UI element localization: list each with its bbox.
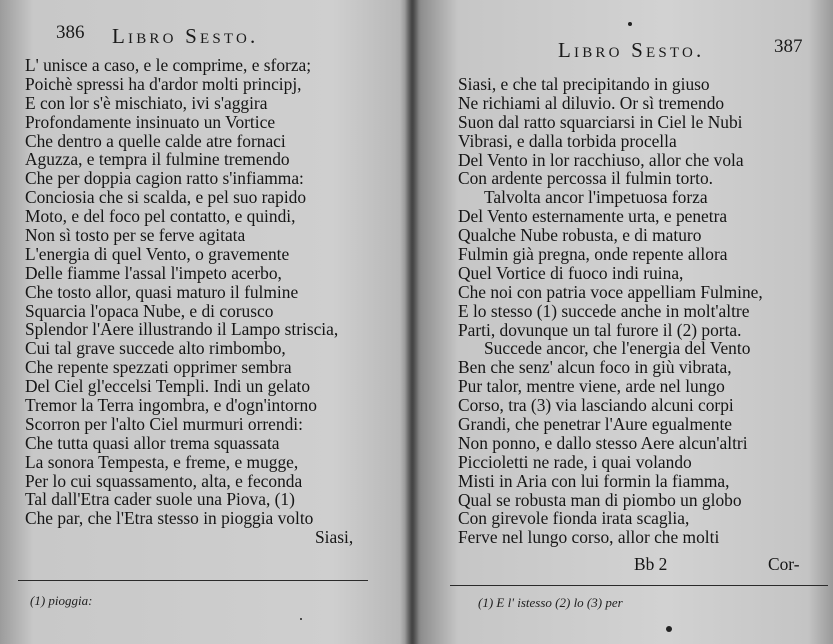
left-running-head: Libro Sesto. xyxy=(112,24,259,48)
text-line: Che dentro a quelle calde atre fornaci xyxy=(25,130,286,151)
text-line: L'energia di quel Vento, o gravemente xyxy=(25,243,290,264)
right-page xyxy=(418,0,833,644)
signature-mark: Bb 2 xyxy=(634,554,668,574)
text-line: Che par, che l'Etra stesso in pioggia volto xyxy=(25,508,314,529)
text-line: Succede ancor, che l'energia del Vento xyxy=(484,338,751,359)
text-line: Che repente spezzati opprimer sembra xyxy=(25,357,292,378)
text-line: Cui tal grave succede alto rimbombo, xyxy=(25,338,286,359)
left-page-number: 386 xyxy=(56,22,85,43)
text-line: La sonora Tempesta, e freme, e mugge, xyxy=(25,451,299,472)
text-line: Qualche Nube robusta, e di maturo xyxy=(458,225,702,246)
right-text-block xyxy=(458,75,763,547)
text-line: Talvolta ancor l'impetuosa forza xyxy=(484,187,708,208)
text-line: Non ponno, e dallo stesso Aere alcun'altri xyxy=(458,432,748,453)
text-line: Che tutta quasi allor trema squassata xyxy=(25,432,280,453)
text-line: Misti in Aria con lui formin la fiamma, xyxy=(458,470,730,491)
text-line: Che per doppia cagion ratto s'infiamma: xyxy=(25,168,304,189)
text-line: Con girevole fionda irata scaglia, xyxy=(458,508,690,529)
text-line: Fulmin già pregna, onde repente allora xyxy=(458,244,728,265)
left-footnote-rule xyxy=(18,580,368,581)
text-line: Ben che senz' alcun foco in giù vibrata, xyxy=(458,357,732,378)
text-line: Tremor la Terra ingombra, e d'ogn'intorno xyxy=(25,395,317,416)
text-line: Poichè spressi ha d'ardor molti principj, xyxy=(25,73,302,94)
right-footnote-rule xyxy=(450,585,828,586)
left-text-block xyxy=(25,56,353,547)
text-line: Profondamente insinuato un Vortice xyxy=(25,111,276,132)
text-line: Quel Vortice di fuoco indi ruina, xyxy=(458,262,684,283)
right-running-head: Libro Sesto. xyxy=(558,38,705,62)
text-line: Grandi, che penetrar l'Aure egualmente xyxy=(458,414,733,435)
text-line: Tal dall'Etra cader suole una Piova, (1) xyxy=(25,489,295,510)
text-line: Non sì tosto per se ferve agitata xyxy=(25,225,246,246)
text-line: Corso, tra (3) via lasciando alcuni corpi xyxy=(458,395,734,416)
text-line: Ne richiami al diluvio. Or sì tremendo xyxy=(458,92,725,113)
text-line: Scorron per l'alto Ciel murmuri orrendi: xyxy=(25,413,303,434)
text-line: Qual se robusta man di piombo un globo xyxy=(458,489,742,510)
text-line: Aguzza, e tempra il fulmine tremendo xyxy=(25,149,290,170)
text-line: Splendor l'Aere illustrando il Lampo striscia, xyxy=(25,319,339,340)
left-footnote: (1) pioggia: xyxy=(30,593,93,608)
text-line: Piccioletti ne rade, i quai volando xyxy=(458,451,692,472)
text-line: Suon dal ratto squarciarsi in Ciel le Nubi xyxy=(458,111,743,132)
right-page-number: 387 xyxy=(774,36,803,57)
text-line: Per lo cui squassamento, alta, e feconda xyxy=(25,470,303,491)
book-gutter xyxy=(405,0,419,644)
right-footnote: (1) E l' istesso (2) lo (3) per xyxy=(478,595,623,610)
text-line: Del Vento esternamente urta, e penetra xyxy=(458,206,728,227)
text-line: Del Vento in lor racchiuso, allor che vola xyxy=(458,149,744,170)
text-line: E con lor s'è mischiato, ivi s'aggira xyxy=(25,92,268,113)
text-line: Che noi con patria voce appelliam Fulmine, xyxy=(458,281,763,302)
text-line: Parti, dovunque un tal furore il (2) porta. xyxy=(458,319,742,340)
catchword: Cor- xyxy=(768,554,800,574)
text-line: Siasi, xyxy=(315,527,354,548)
text-line: Ferve nel lungo corso, allor che molti xyxy=(458,527,720,548)
text-line: Conciosia che si scalda, e pel suo rapido xyxy=(25,187,307,208)
text-line: Squarcia l'opaca Nube, e di corusco xyxy=(25,300,274,321)
text-line: Del Ciel gl'eccelsi Templi. Indi un gelato xyxy=(25,376,311,397)
text-line: Vibrasi, e dalla torbida procella xyxy=(458,130,677,151)
text-line: E lo stesso (1) succede anche in molt'altre xyxy=(458,300,750,321)
text-line: Che tosto allor, quasi maturo il fulmine xyxy=(25,281,299,302)
text-line: Pur talor, mentre viene, arde nel lungo xyxy=(458,376,725,397)
text-line: L' unisce a caso, e le comprime, e sforza; xyxy=(25,55,312,75)
left-page xyxy=(0,0,405,644)
text-line: Siasi, e che tal precipitando in giuso xyxy=(458,74,710,94)
text-line: Moto, e del foco pel contatto, e quindi, xyxy=(25,206,296,227)
text-line: Con ardente percossa il fulmin torto. xyxy=(458,168,714,189)
text-line: Delle fiamme l'assal l'impeto acerbo, xyxy=(25,262,282,283)
